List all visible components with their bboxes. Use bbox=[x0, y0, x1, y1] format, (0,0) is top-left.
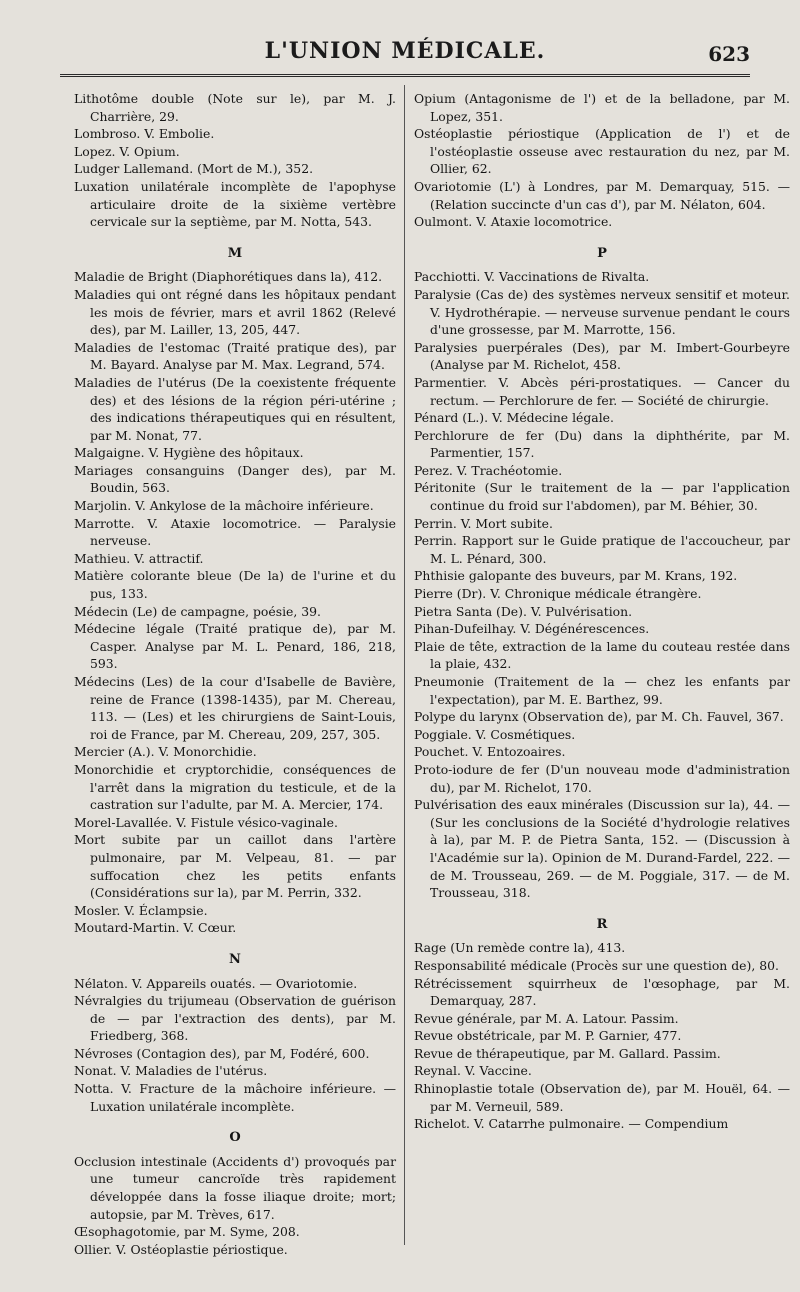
index-entry: Pihan-Dufeilhay. V. Dégénérescences. bbox=[414, 621, 650, 637]
index-entry: Moutard-Martin. V. Cœur. bbox=[74, 920, 237, 936]
index-entry: Occlusion intestinale (Accidents d') provoqués par une tumeur cancroïde très rapidement développée dans la fosse iliaque droite; mort; autopsie, par M. Trèves, 617. bbox=[74, 1153, 396, 1222]
section-letter: N bbox=[229, 951, 241, 967]
index-entry: Ludger Lallemand. (Mort de M.), 352. bbox=[74, 161, 314, 177]
index-entry: Mariages consanguins (Danger des), par M. Boudin, 563. bbox=[74, 462, 396, 496]
index-entry: Revue de thérapeutique, par M. Gallard. Passim. bbox=[414, 1045, 721, 1061]
index-entry: Maladies de l'utérus (De la coexistente fréquente des) et des lésions de la région péri-utérine ; des indications thérapeutiques qui en résultent, par M. Nonat, 77. bbox=[74, 374, 396, 443]
index-entry: Pierre (Dr). V. Chronique médicale étrangère. bbox=[414, 586, 702, 602]
index-entry: Perrin. V. Mort subite. bbox=[414, 515, 553, 531]
index-entry: Revue obstétricale, par M. P. Garnier, 477. bbox=[414, 1028, 682, 1044]
index-entry: Marjolin. V. Ankylose de la mâchoire inférieure. bbox=[74, 498, 374, 514]
header-rule bbox=[60, 74, 750, 77]
column-separator bbox=[404, 85, 405, 1245]
index-entry: Maladies qui ont régné dans les hôpitaux pendant les mois de février, mars et avril 1862 (Relevé des), par M. Lailler, 13, 205, 447. bbox=[74, 286, 396, 338]
index-entry: Monorchidie et cryptorchidie, conséquences de l'arrêt dans la migration du testicule, et de la castration sur l'adulte, par M. A. Mercier, 174. bbox=[74, 761, 396, 813]
index-entry: Médecine légale (Traité pratique de), par M. Casper. Analyse par M. L. Penard, 186, 218, 593. bbox=[74, 621, 396, 672]
index-column-right bbox=[414, 90, 790, 1133]
index-entry: Matière colorante bleue (De la) de l'urine et du pus, 133. bbox=[74, 568, 396, 602]
index-entry: Mathieu. V. attractif. bbox=[74, 550, 204, 566]
index-entry: Pneumonie (Traitement de la — chez les enfants par l'expectation), par M. E. Barthez, 99. bbox=[414, 674, 790, 707]
index-entry: Revue générale, par M. A. Latour. Passim. bbox=[414, 1010, 679, 1026]
index-entry: Responsabilité médicale (Procès sur une question de), 80. bbox=[414, 957, 779, 973]
index-entry: Ovariotomie (L') à Londres, par M. Demarquay, 515. — (Relation succincte d'un cas d'), par M. Nélaton, 604. bbox=[414, 178, 790, 212]
index-entry: Œsophagotomie, par M. Syme, 208. bbox=[74, 1224, 300, 1240]
index-entry: Pietra Santa (De). V. Pulvérisation. bbox=[414, 603, 633, 619]
index-entry: Paralysie (Cas de) des systèmes nerveux sensitif et moteur. V. Hydrothérapie. — nerveuse survenue pendant le cours d'une grossesse, par M. Marrotte, 156. bbox=[414, 286, 790, 338]
section-letter: O bbox=[229, 1130, 241, 1146]
index-entry: Oulmont. V. Ataxie locomotrice. bbox=[414, 214, 613, 230]
index-entry: Reynal. V. Vaccine. bbox=[414, 1063, 532, 1079]
index-entry: Richelot. V. Catarrhe pulmonaire. — Compendium bbox=[414, 1116, 729, 1132]
index-entry: Mercier (A.). V. Monorchidie. bbox=[74, 744, 257, 760]
index-entry: Médecin (Le) de campagne, poésie, 39. bbox=[74, 603, 321, 619]
index-entry: Opium (Antagonisme de l') et de la belladone, par M. Lopez, 351. bbox=[414, 91, 790, 124]
section-letter: R bbox=[596, 916, 608, 932]
index-entry: Pouchet. V. Entozoaires. bbox=[414, 744, 566, 760]
index-entry: Perrin. Rapport sur le Guide pratique de l'accoucheur, par M. L. Pénard, 300. bbox=[414, 533, 790, 566]
index-entry: Proto-iodure de fer (D'un nouveau mode d'administration du), par M. Richelot, 170. bbox=[414, 761, 790, 795]
index-entry: Pulvérisation des eaux minérales (Discussion sur la), 44. — (Sur les conclusions de la Société d'hydrologie relatives à la), par M. P. de Pietra Santa, 152. — (Discussion à l'Académie sur la). Opinion de M. Durand-Fardel, 222. — de M. Trousseau, 269. — de M. Poggiale, 317. — de M. Trousseau, 318. bbox=[414, 797, 790, 901]
index-entry: Médecins (Les) de la cour d'Isabelle de Bavière, reine de France (1398-1435), par M. Chereau, 113. — (Les) et les chirurgiens de Saint-Louis, roi de France, par M. Chereau, 209, 257, 305. bbox=[74, 674, 396, 742]
index-entry: Ostéoplastie périostique (Application de l') et de l'ostéoplastie osseuse avec restauration du nez, par M. Ollier, 62. bbox=[414, 126, 790, 177]
index-entry: Morel-Lavallée. V. Fistule vésico-vaginale. bbox=[74, 814, 338, 830]
section-letter: P bbox=[597, 245, 607, 261]
index-entry: Névralgies du trijumeau (Observation de guérison de — par l'extraction des dents), par M. Friedberg, 368. bbox=[74, 993, 396, 1044]
index-entry: Perez. V. Trachéotomie. bbox=[414, 462, 563, 478]
index-entry: Ollier. V. Ostéoplastie périostique. bbox=[74, 1241, 288, 1257]
index-entry: Parmentier. V. Abcès péri-prostatiques. — Cancer du rectum. — Perchlorure de fer. — Société de chirurgie. bbox=[414, 374, 790, 408]
index-entry: Polype du larynx (Observation de), par M. Ch. Fauvel, 367. bbox=[414, 709, 784, 725]
index-entry: Plaie de tête, extraction de la lame du couteau restée dans la plaie, 432. bbox=[414, 638, 790, 672]
index-entry: Luxation unilatérale incomplète de l'apophyse articulaire droite de la sixième vertèbre cervicale sur la septième, par M. Notta, 543. bbox=[74, 178, 396, 230]
index-entry: Lopez. V. Opium. bbox=[74, 143, 180, 159]
index-entry: Perchlorure de fer (Du) dans la diphthérite, par M. Parmentier, 157. bbox=[414, 427, 790, 461]
index-entry: Poggiale. V. Cosmétiques. bbox=[414, 726, 576, 742]
index-entry: Maladie de Bright (Diaphorétiques dans la), 412. bbox=[74, 269, 383, 285]
index-entry: Maladies de l'estomac (Traité pratique des), par M. Bayard. Analyse par M. Max. Legrand, 574. bbox=[74, 339, 396, 373]
index-entry: Malgaigne. V. Hygiène des hôpitaux. bbox=[74, 445, 304, 461]
page-header bbox=[60, 38, 750, 72]
index-entry: Péritonite (Sur le traitement de la — par l'application continue du froid sur l'abdomen), par M. Béhier, 30. bbox=[414, 480, 790, 514]
index-entry: Névroses (Contagion des), par M, Fodéré, 600. bbox=[74, 1045, 370, 1061]
running-title: L'UNION MÉDICALE. bbox=[264, 38, 546, 64]
index-entry: Marrotte. V. Ataxie locomotrice. — Paralysie nerveuse. bbox=[74, 515, 396, 549]
index-entry: Rage (Un remède contre la), 413. bbox=[414, 940, 626, 956]
index-entry: Pacchiotti. V. Vaccinations de Rivalta. bbox=[414, 269, 650, 285]
index-entry: Nélaton. V. Appareils ouatés. — Ovariotomie. bbox=[74, 975, 358, 991]
index-column-left bbox=[74, 90, 396, 1258]
index-entry: Mosler. V. Éclampsie. bbox=[74, 902, 208, 918]
index-entry: Lithotôme double (Note sur le), par M. J. Charrière, 29. bbox=[74, 91, 396, 124]
index-entry: Lombroso. V. Embolie. bbox=[74, 126, 215, 142]
index-entry: Pénard (L.). V. Médecine légale. bbox=[414, 410, 614, 426]
index-entry: Nonat. V. Maladies de l'utérus. bbox=[74, 1063, 268, 1079]
index-entry: Mort subite par un caillot dans l'artère pulmonaire, par M. Velpeau, 81. — par suffocation chez les petits enfants (Considérations sur la), par M. Perrin, 332. bbox=[74, 832, 396, 901]
index-entry: Phthisie galopante des buveurs, par M. Krans, 192. bbox=[414, 568, 738, 584]
index-entry: Notta. V. Fracture de la mâchoire inférieure. — Luxation unilatérale incomplète. bbox=[74, 1081, 396, 1114]
page-number: 623 bbox=[708, 42, 750, 66]
index-entry: Rétrécissement squirrheux de l'œsophage, par M. Demarquay, 287. bbox=[414, 975, 790, 1009]
index-entry: Rhinoplastie totale (Observation de), par M. Houël, 64. — par M. Verneuil, 589. bbox=[414, 1081, 790, 1114]
section-letter: M bbox=[227, 245, 243, 261]
index-entry: Paralysies puerpérales (Des), par M. Imbert-Gourbeyre (Analyse par M. Richelot, 458. bbox=[414, 339, 790, 373]
